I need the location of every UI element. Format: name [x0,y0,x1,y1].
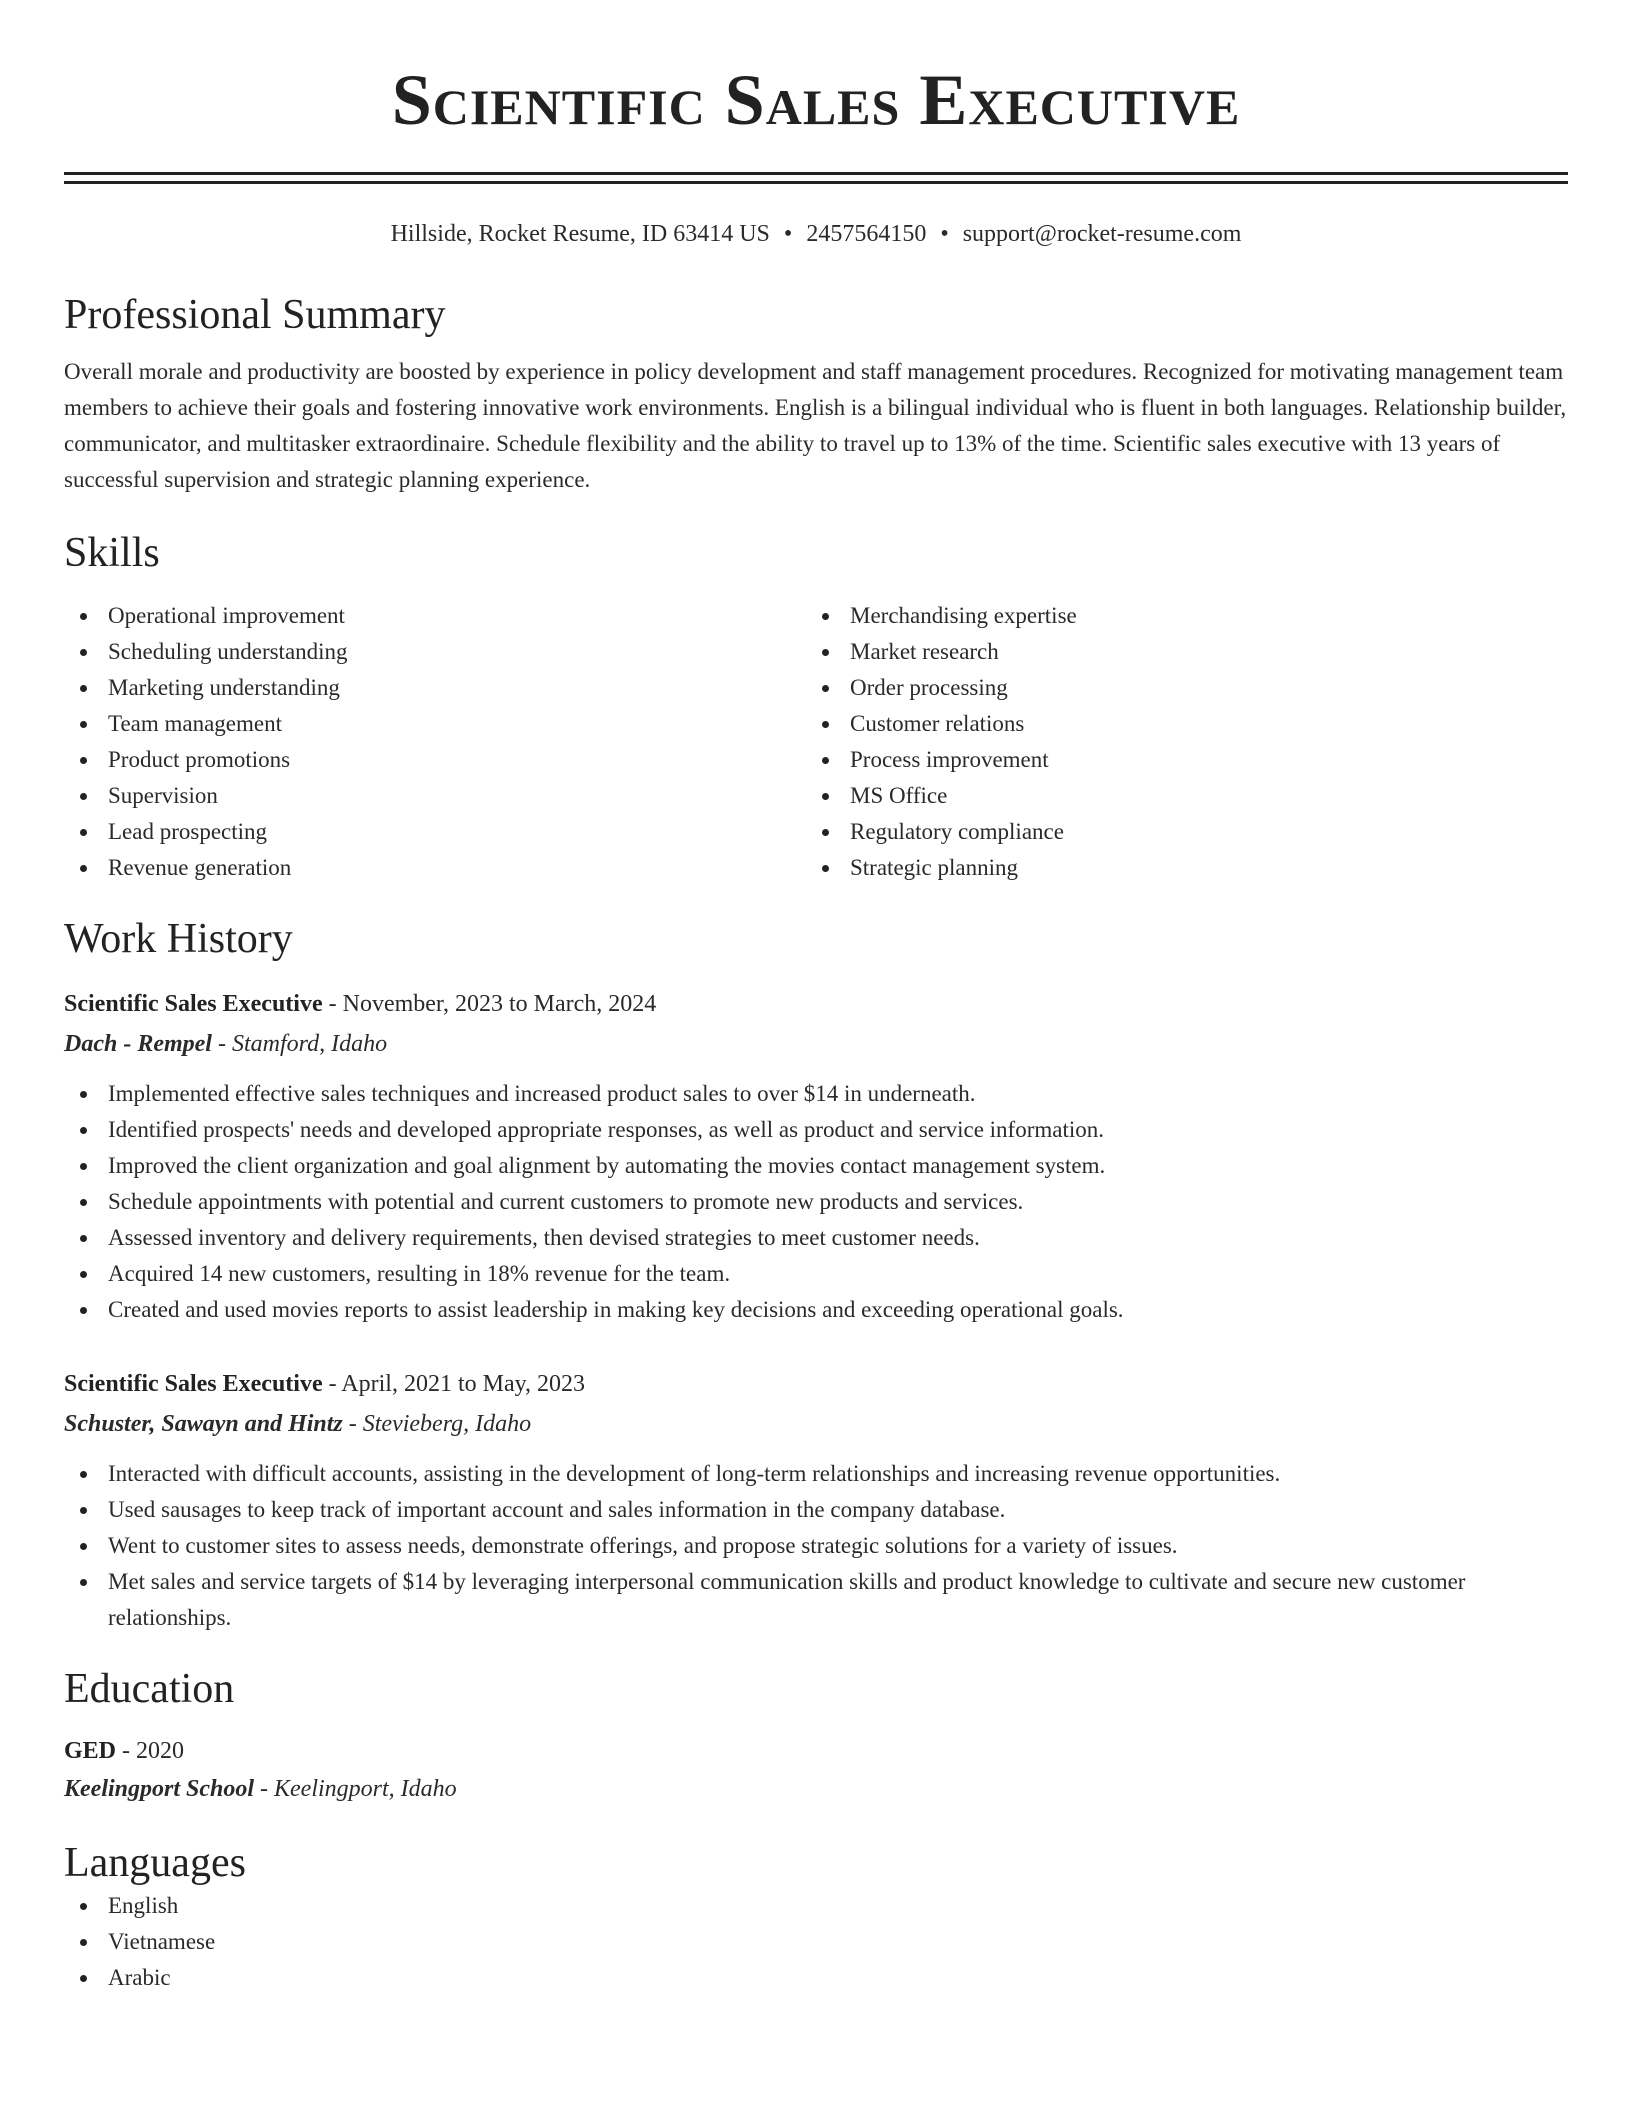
header-divider-top [64,172,1568,175]
job-dates: - November, 2023 to March, 2024 [322,991,657,1017]
education-school: Keelingport School [64,1776,255,1802]
bullet-icon [822,793,829,800]
language-item [64,1924,1568,1960]
skill-label: Team management [108,711,283,736]
education-location: - Keelingport, Idaho [254,1776,457,1802]
bullet-icon [80,757,87,764]
skills-column-right [806,598,1548,886]
skill-label: Revenue generation [108,855,292,880]
header-divider-bottom [64,181,1568,184]
job-bullet-text: Identified prospects' needs and developed appropriate responses, as well as product and service information. [108,1117,1105,1142]
bullet-icon [822,757,829,764]
skill-label: Process improvement [850,747,1049,772]
skill-label: Lead prospecting [108,819,268,844]
skill-label: Scheduling understanding [108,639,348,664]
skill-item [806,670,1548,706]
education-degree: GED [64,1738,117,1764]
skill-item [806,850,1548,886]
bullet-icon [80,685,87,692]
job-location: - Stamford, Idaho [211,1031,388,1057]
job-company-line [64,1404,1568,1444]
job-bullets [64,1456,1568,1636]
education-heading: Education [64,1666,235,1712]
skills-grid [64,598,1568,886]
languages-list [64,1888,1568,1996]
job-location: - Stevieberg, Idaho [342,1411,532,1437]
skill-label: Strategic planning [850,855,1018,880]
job-bullet [64,1528,1568,1564]
language-item [64,1960,1568,1996]
job-bullet-text: Improved the client organization and goal alignment by automating the movies contact management system. [108,1153,1106,1178]
skill-label: Customer relations [850,711,1025,736]
skill-item [806,742,1548,778]
job-bullet-text: Implemented effective sales techniques and increased product sales to over $14 in underneath. [108,1081,976,1106]
bullet-icon [822,829,829,836]
skill-label: Regulatory compliance [850,819,1064,844]
bullet-icon [80,793,87,800]
job-title-line [64,1364,1568,1404]
contact-line [64,218,1568,250]
bullet-icon [80,1091,87,1098]
skill-item [64,850,806,886]
contact-email: support@rocket-resume.com [962,221,1242,247]
bullet-icon [80,613,87,620]
job-bullet-text: Assessed inventory and delivery requirements, then devised strategies to meet customer needs. [108,1225,980,1250]
job-bullet [64,1112,1568,1148]
skill-item [806,598,1548,634]
skill-item [64,706,806,742]
skill-item [806,634,1548,670]
skill-item [806,778,1548,814]
job-bullet-text: Created and used movies reports to assist leadership in making key decisions and exceeding operational goals. [108,1297,1124,1322]
language-label: Vietnamese [108,1929,216,1954]
job-bullet [64,1564,1568,1636]
job-bullet [64,1492,1568,1528]
job-bullet [64,1292,1568,1328]
job-bullet-text: Schedule appointments with potential and current customers to promote new products and services. [108,1189,1024,1214]
skill-label: MS Office [850,783,948,808]
skill-label: Supervision [108,783,218,808]
contact-address: Hillside, Rocket Resume, ID 63414 US [390,221,770,247]
language-item [64,1888,1568,1924]
skills-heading: Skills [64,530,160,576]
bullet-icon [80,721,87,728]
education-year: - 2020 [116,1738,185,1764]
bullet-icon [822,613,829,620]
job-role: Scientific Sales Executive [64,1371,323,1397]
job-role: Scientific Sales Executive [64,991,323,1017]
contact-separator: • [783,221,793,247]
skill-label: Market research [850,639,999,664]
skill-label: Product promotions [108,747,291,772]
skill-item [806,814,1548,850]
bullet-icon [80,1199,87,1206]
work-history-heading: Work History [64,916,293,962]
summary-heading: Professional Summary [64,292,446,338]
bullet-icon [80,1235,87,1242]
job-bullet-text: Acquired 14 new customers, resulting in 18% revenue for the team. [108,1261,731,1286]
bullet-icon [80,1975,87,1982]
job-company: Schuster, Sawayn and Hintz [64,1411,343,1437]
job-entry [64,1364,1568,1636]
bullet-icon [80,1507,87,1514]
bullet-icon [80,1543,87,1550]
bullet-icon [80,829,87,836]
skill-item [64,670,806,706]
skill-label: Marketing understanding [108,675,340,700]
skill-item [64,778,806,814]
bullet-icon [822,865,829,872]
job-entry [64,984,1568,1328]
bullet-icon [822,685,829,692]
bullet-icon [822,721,829,728]
summary-text: Overall morale and productivity are boosted by experience in policy development and staff management procedures. Recognized for motivating management team members to achieve their goals and fostering innovative work environments. English is a bilingual individual who is fluent in both languages. Relationship builder, communicator, and multitasker extraordinaire. Schedule flexibility and the ability to travel up to 13% of the time. Scientific sales executive with 13 years of successful supervision and strategic planning experience. [64,359,1567,492]
contact-phone: 2457564150 [806,221,927,247]
bullet-icon [80,1939,87,1946]
language-label: Arabic [108,1965,171,1990]
job-company: Dach - Rempel [64,1031,212,1057]
skill-label: Operational improvement [108,603,345,628]
skill-item [64,598,806,634]
contact-separator: • [940,221,949,247]
bullet-icon [80,1307,87,1314]
bullet-icon [80,1579,87,1586]
job-dates: - April, 2021 to May, 2023 [322,1371,586,1397]
job-title-line [64,984,1568,1024]
bullet-icon [80,1163,87,1170]
bullet-icon [80,1471,87,1478]
skill-item [806,706,1548,742]
job-bullet-text: Interacted with difficult accounts, assisting in the development of long-term relationships and increasing revenue opportunities. [108,1461,1281,1486]
skills-column-left [64,598,806,886]
skill-label: Merchandising expertise [850,603,1077,628]
education-entry [64,1732,1568,1808]
skill-label: Order processing [850,675,1008,700]
job-bullet [64,1220,1568,1256]
education-degree-line [64,1732,1568,1770]
skill-item [64,634,806,670]
skills-list-left [64,598,806,886]
job-bullet-text: Met sales and service targets of $14 by leveraging interpersonal communication skills and product knowledge to cultivate and secure new customer relationships. [108,1569,1466,1630]
bullet-icon [80,1903,87,1910]
job-bullets [64,1076,1568,1328]
languages-heading: Languages [64,1840,246,1886]
skill-item [64,814,806,850]
language-label: English [108,1893,179,1918]
candidate-name: Scientific Sales Executive [391,60,1241,140]
bullet-icon [822,649,829,656]
skills-list-right [806,598,1548,886]
job-bullet [64,1076,1568,1112]
job-bullet [64,1184,1568,1220]
job-bullet-text: Used sausages to keep track of important account and sales information in the company database. [108,1497,1006,1522]
bullet-icon [80,1271,87,1278]
bullet-icon [80,1127,87,1134]
job-bullet [64,1256,1568,1292]
bullet-icon [80,865,87,872]
education-school-line [64,1770,1568,1808]
job-bullet [64,1148,1568,1184]
job-bullet [64,1456,1568,1492]
job-company-line [64,1024,1568,1064]
skill-item [64,742,806,778]
job-bullet-text: Went to customer sites to assess needs, demonstrate offerings, and propose strategic solutions for a variety of issues. [108,1533,1178,1558]
bullet-icon [80,649,87,656]
